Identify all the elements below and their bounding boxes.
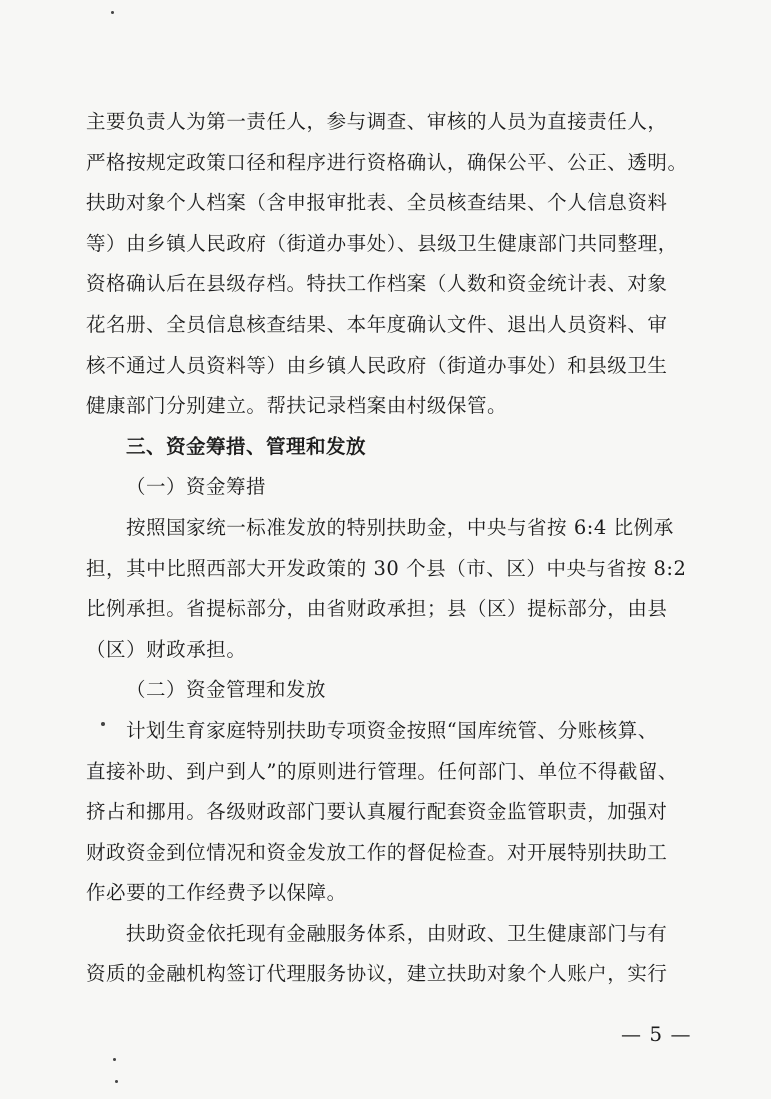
document-body <box>86 102 692 995</box>
text-line: 健康部门分别建立。帮扶记录档案由村级保管。 <box>86 394 508 418</box>
text-line: 花名册、全员信息核查结果、本年度确认文件、退出人员资料、审 <box>86 312 668 336</box>
scan-mark-bottom-1 <box>113 1058 116 1061</box>
text-line: 扶助对象个人档案（含申报审批表、全员核查结果、个人信息资料 <box>86 191 668 215</box>
text-line: 担，其中比照西部大开发政策的 30 个县（市、区）中央与省按 8:2 <box>86 556 687 580</box>
subsection-heading: （一）资金筹措 <box>126 475 267 499</box>
section-heading: 三、资金筹措、管理和发放 <box>126 434 367 458</box>
text-line: 比例承担。省提标部分，由省财政承担；县（区）提标部分，由县 <box>86 597 668 621</box>
text-line: 计划生育家庭特别扶助专项资金按照“国库统管、分账核算、 <box>126 718 658 742</box>
text-line: （区）财政承担。 <box>86 637 247 661</box>
text-line: 扶助资金依托现有金融服务体系，由财政、卫生健康部门与有 <box>126 921 668 945</box>
text-line: 资质的金融机构签订代理服务协议，建立扶助对象个人账户，实行 <box>86 962 668 986</box>
subsection-heading: （二）资金管理和发放 <box>126 678 327 702</box>
text-line: 作必要的工作经费予以保障。 <box>86 881 347 905</box>
scan-mark-top <box>111 11 114 14</box>
text-line: 等）由乡镇人民政府（街道办事处）、县级卫生健康部门共同整理， <box>86 231 678 255</box>
page-number: — 5 — <box>621 1022 692 1046</box>
text-line: 财政资金到位情况和资金发放工作的督促检查。对开展特别扶助工 <box>86 840 668 864</box>
scan-mark-bottom-2 <box>115 1080 118 1083</box>
text-line: 核不通过人员资料等）由乡镇人民政府（街道办事处）和县级卫生 <box>86 353 668 377</box>
text-line: 严格按规定政策口径和程序进行资格确认，确保公平、公正、透明。 <box>86 150 688 174</box>
text-line: 主要负责人为第一责任人，参与调查、审核的人员为直接责任人， <box>86 110 668 133</box>
text-line: 按照国家统一标准发放的特别扶助金，中央与省按 6:4 比例承 <box>126 515 674 539</box>
text-line: 挤占和挪用。各级财政部门要认真履行配套资金监管职责，加强对 <box>86 800 668 824</box>
text-line: 资格确认后在县级存档。特扶工作档案（人数和资金统计表、对象 <box>86 272 668 296</box>
text-line: 直接补助、到户到人”的原则进行管理。任何部门、单位不得截留、 <box>86 759 678 783</box>
